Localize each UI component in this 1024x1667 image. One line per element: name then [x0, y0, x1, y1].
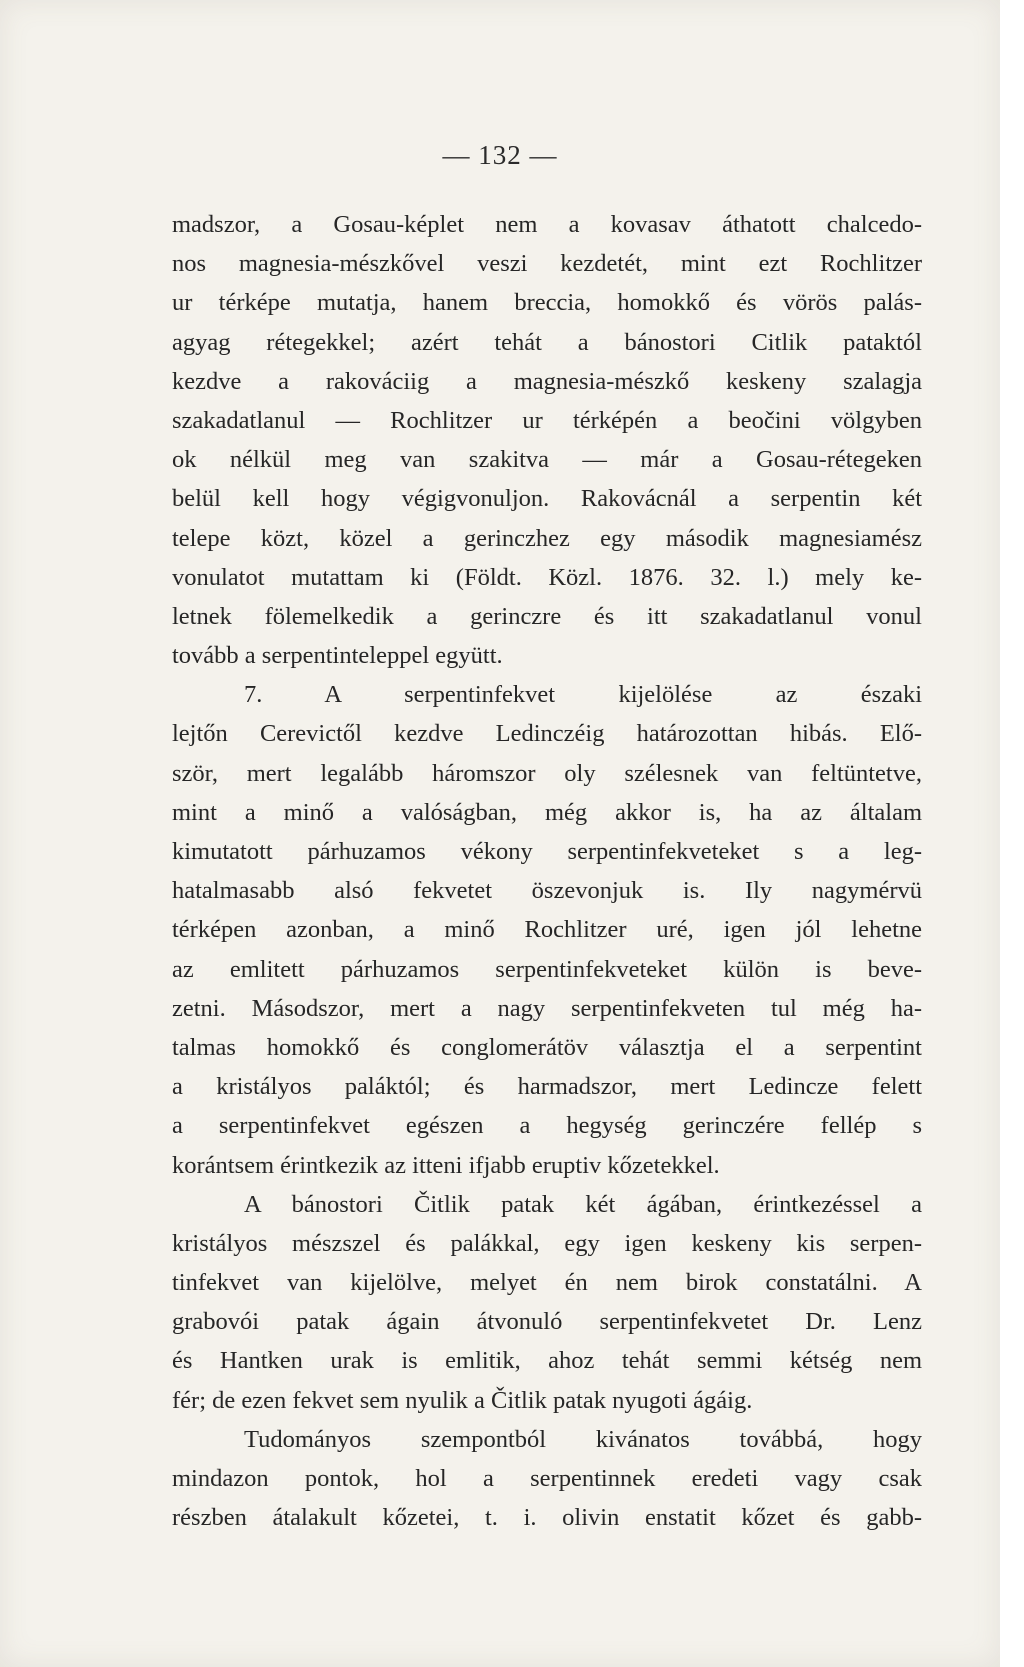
text-line: a serpentinfekvet egészen a hegység gerinczére fellép s — [172, 1112, 922, 1140]
page-number: — 132 — — [442, 140, 558, 170]
text-line: grabovói patak ágain átvonuló serpentinfekvetet Dr. Lenz — [172, 1308, 922, 1336]
text-line: belül kell hogy végigvonuljon. Rakovácnál a serpentin két — [172, 485, 922, 513]
text-line: hatalmasabb alsó fekvetet öszevonjuk is. Ily nagymérvü — [172, 877, 922, 905]
text-line: a kristályos paláktól; és harmadszor, mert Ledincze felett — [172, 1073, 922, 1101]
text-line: kimutatott párhuzamos vékony serpentinfekveteket s a leg- — [172, 838, 922, 865]
text-line: kezdve a rakováciig a magnesia-mészkő keskeny szalagja — [172, 367, 922, 395]
text-line: ok nélkül meg van szakitva — már a Gosau-rétegeken — [172, 446, 922, 474]
text-line: 7. A serpentinfekvet kijelölése az északi — [244, 681, 922, 709]
text-line: madszor, a Gosau-képlet nem a kovasav áthatott chalcedo- — [172, 211, 922, 238]
text-line: lejtőn Cerevictől kezdve Ledinczéig határozottan hibás. Elő- — [172, 720, 922, 748]
text-line: korántsem érintkezik az itteni ifjabb eruptiv kőzetekkel. — [172, 1151, 720, 1179]
text-line: nos magnesia-mészkővel veszi kezdetét, mint ezt Rochlitzer — [172, 250, 922, 278]
text-line: letnek fölemelkedik a gerinczre és itt szakadatlanul vonul — [172, 602, 922, 630]
text-line: Tudományos szempontból kivánatos továbbá, hogy — [244, 1425, 922, 1453]
text-line: A bánostori Čitlik patak két ágában, érintkezéssel a — [244, 1190, 922, 1218]
text-line: szakadatlanul — Rochlitzer ur térképén a beočini völgyben — [172, 406, 922, 434]
text-line: térképen azonban, a minő Rochlitzer uré, igen jól lehetne — [172, 916, 922, 944]
text-line: ször, mert legalább háromszor oly szélesnek van feltüntetve, — [172, 759, 922, 787]
scan-margin — [1000, 0, 1024, 1667]
text-line: mint a minő a valóságban, még akkor is, ha az általam — [172, 798, 922, 826]
body-text — [172, 205, 922, 1537]
text-line: talmas homokkő és conglomerátöv választja el a serpentint — [172, 1033, 922, 1061]
text-line: vonulatot mutattam ki (Földt. Közl. 1876. 32. l.) mely ke- — [172, 563, 922, 591]
text-line: részben átalakult kőzetei, t. i. olivin enstatit kőzet és gabb- — [172, 1504, 922, 1532]
text-line: mindazon pontok, hol a serpentinnek eredeti vagy csak — [172, 1465, 922, 1492]
text-line: kristályos mészszel és palákkal, egy igen keskeny kis serpen- — [172, 1229, 922, 1257]
text-line: az emlitett párhuzamos serpentinfekveteket külön is beve- — [172, 955, 922, 983]
text-line: és Hantken urak is emlitik, ahoz tehát semmi kétség nem — [172, 1347, 922, 1375]
text-line: ur térképe mutatja, hanem breccia, homokkő és vörös palás- — [172, 289, 922, 317]
text-line: agyag rétegekkel; azért tehát a bánostori Citlik pataktól — [172, 328, 922, 356]
text-line: telepe közt, közel a gerinczhez egy második magnesiamész — [172, 524, 922, 552]
text-line: fér; de ezen fekvet sem nyulik a Čitlik patak nyugoti ágáig. — [172, 1386, 753, 1414]
text-line: tinfekvet van kijelölve, melyet én nem birok constatálni. A — [172, 1269, 922, 1297]
text-line: zetni. Másodszor, mert a nagy serpentinfekveten tul még ha- — [172, 994, 922, 1022]
text-line: tovább a serpentinteleppel együtt. — [172, 642, 503, 670]
